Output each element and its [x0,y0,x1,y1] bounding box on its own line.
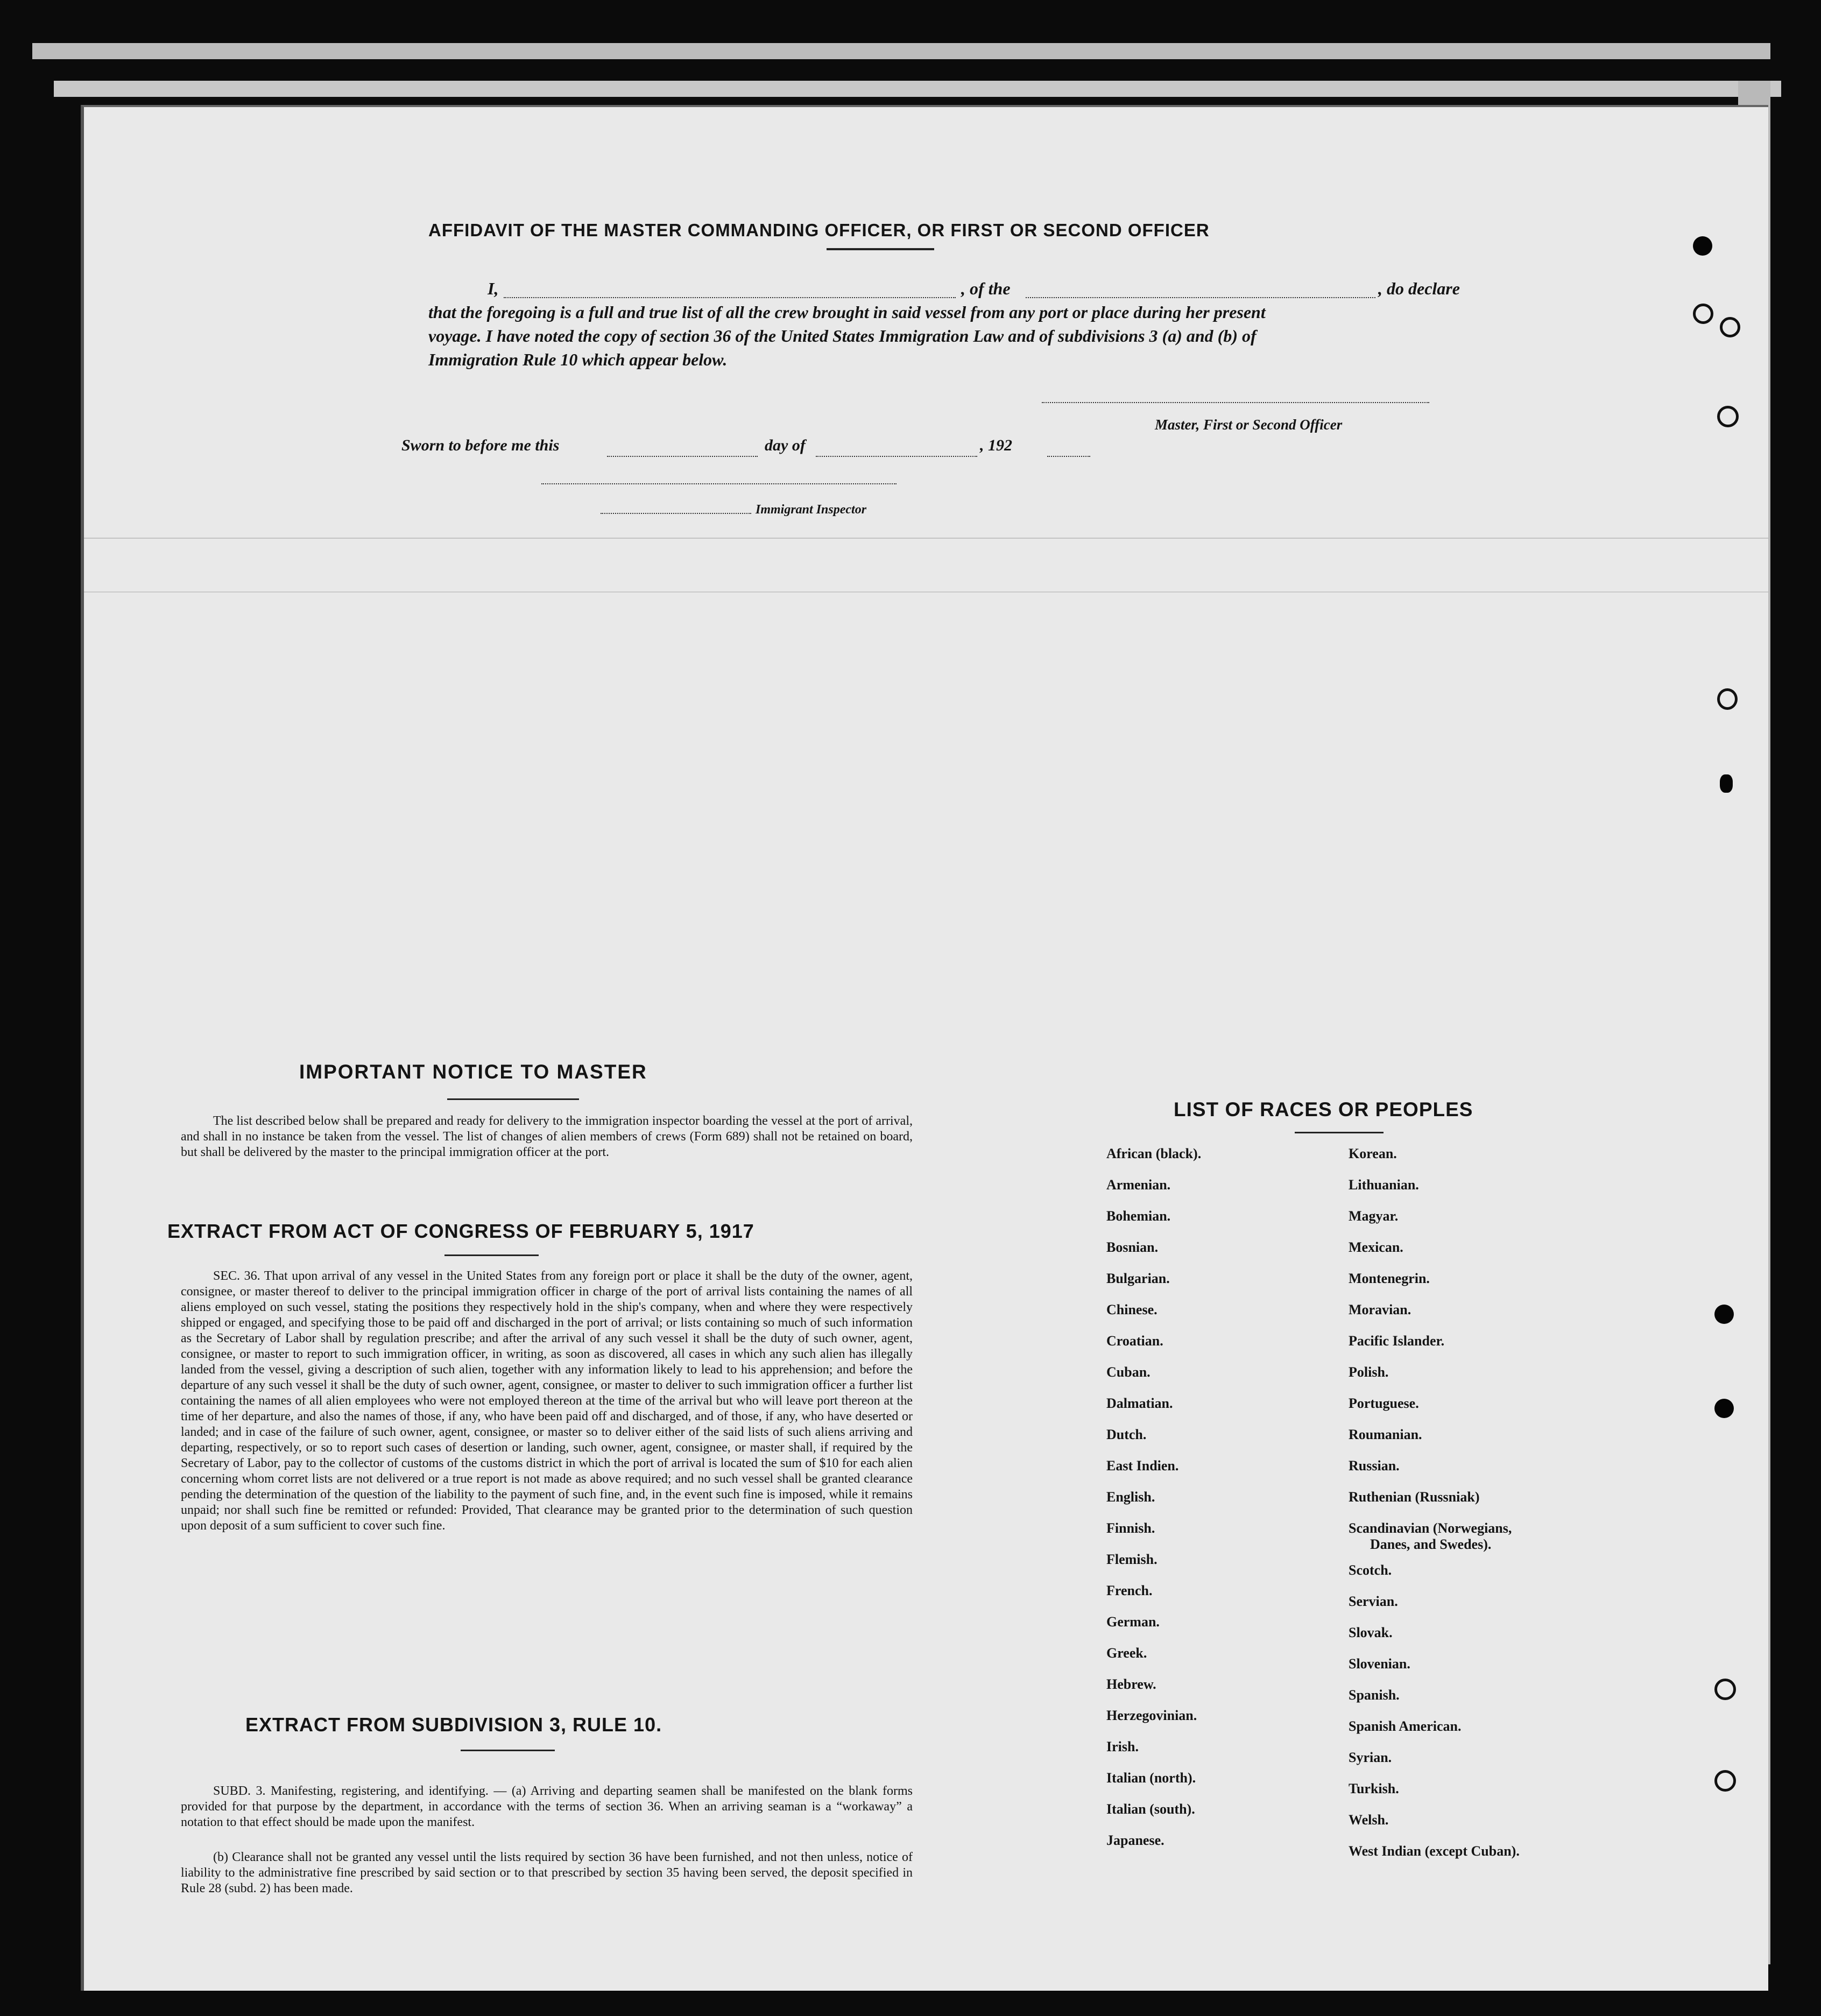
declaration-line-4: Immigration Rule 10 which appear below. [428,350,728,369]
races-heading: LIST OF RACES OR PEOPLES [1174,1098,1473,1120]
rule-heading: EXTRACT FROM SUBDIVISION 3, RULE 10. [245,1714,662,1736]
race-right: Slovenian. [1349,1656,1410,1672]
ghost-row [84,538,1768,558]
punch-hole [1714,1399,1734,1418]
races-underline [1295,1132,1384,1133]
rule-underline [461,1750,555,1751]
punch-hole [1714,1679,1736,1700]
sworn-label: Sworn to before me this [401,436,560,454]
race-right: Turkish. [1349,1781,1399,1796]
affidavit-declaration [342,277,1505,371]
race-left: Bohemian. [1106,1208,1171,1224]
race-right: Pacific Islander. [1349,1333,1445,1349]
manifest-page [81,105,1768,1991]
race-left: Herzegovinian. [1106,1708,1197,1723]
race-left: German. [1106,1614,1160,1630]
act-text: SEC. 36. That upon arrival of any vessel in the United States from any foreign port or place it shall be the duty of the owner, agent, consignee, or master thereof to deliver to the principal immigration officer in charge of the port of arrival lists containing the names of all aliens employed on such vessel, stating the positions they respectively hold in the ship's company, when and where they were respectively shipped or engaged, and specifying those to be paid off and discharged in the port of arrival; or lists containing so much of such information as the Secretary of Labor shall by regulation prescribe; and after the arrival of any such vessel it shall be the duty of such owner, agent, consignee, or master to report to such immigration officer, in writing, as soon as discovered, all cases in which any such alien has illegally landed from the vessel, giving a description of such alien, together with any information likely to lead to his apprehension; and before the departure of any such vessel it shall be the duty of such owner, agent, consignee, or master to deliver to such immigration officer a further list containing the names of all alien employees who were not employed thereon at the time of the arrival but who will leave port thereon at the time of her departure, and also the names of those, if any, who have been paid off and discharged, and of those, if any, who have deserted or landed; and in case of the failure of such owner, agent, consignee, or master so to deliver either of the said lists of such aliens arriving and departing, respectively, or so to report such cases of desertion or landing, such owner, agent, consignee, or master shall, if required by the Secretary of Labor, pay to the collector of customs of the customs district in which the port of arrival is located the sum of $10 for each alien concerning whom corret lists are not delivered or a true report is not made as above required; and no such vessel shall be granted clearance pending the determination of the question of the liability to the payment of such fine, and, in the event such fine is imposed, while it remains unpaid; nor shall such fine be remitted or refunded: Provided, That clearance may be granted prior to the determination of such question upon deposit of a sum sufficient to cover such fine. [181,1269,913,1533]
races-left-column [1106,1146,1332,1953]
race-right: Montenegrin. [1349,1271,1430,1286]
notice-text: The list described below shall be prepared and ready for delivery to the immigration inspector boarding the vessel at the port of arrival, and shall in no instance be taken from the vessel. The list of changes of alien members of crews (Form 689) shall not be retained on board, but shall be delivered by the master to the principal immigration officer at the port. [181,1114,913,1159]
race-left: Croatian. [1106,1333,1163,1349]
declaration-line-2: that the foregoing is a full and true list of all the crew brought in said vessel from any port or place during her present [428,302,1266,322]
punch-hole [1693,304,1713,324]
declarant-name-field[interactable] [504,281,956,298]
notice-underline [447,1098,579,1100]
race-right: Syrian. [1349,1750,1392,1765]
sworn-statement [401,436,1209,460]
race-right: Roumanian. [1349,1427,1422,1442]
race-left: Flemish. [1106,1552,1157,1567]
inspector-label: Immigrant Inspector [756,503,867,517]
race-right: Scandinavian (Norwegians, [1349,1520,1512,1536]
sworn-month-field[interactable] [816,441,977,457]
race-right: Korean. [1349,1146,1397,1161]
vessel-name-field[interactable] [1026,281,1375,298]
race-right: Portuguese. [1349,1395,1419,1411]
race-left: Cuban. [1106,1364,1151,1380]
race-right: Polish. [1349,1364,1389,1380]
races-right-column [1349,1146,1639,1953]
sworn-year: , 192 [980,436,1012,454]
race-left: Greek. [1106,1645,1147,1661]
vessel-prefix: , of the [961,279,1011,298]
sheet-edge-middle [54,81,1781,97]
race-right: Lithuanian. [1349,1177,1419,1193]
race-left: Japanese. [1106,1832,1164,1848]
race-left: Dutch. [1106,1427,1147,1442]
rule-para-b: (b) Clearance shall not be granted any vessel until the lists required by section 36 have been furnished, and not then unless, notice of liability to the administrative fine prescribed by said section or to that prescribed by section 35 having been served, the deposit specified in Rule 28 (subd. 2) has been made. [181,1850,913,1895]
punch-hole [1714,1770,1736,1792]
race-left: Italian (south). [1106,1801,1195,1817]
race-left: French. [1106,1583,1153,1598]
punch-hole [1693,236,1712,256]
punch-hole [1717,406,1739,427]
race-right: Welsh. [1349,1812,1389,1828]
notice-heading: IMPORTANT NOTICE TO MASTER [299,1061,647,1083]
affidavit-title: AFFIDAVIT OF THE MASTER COMMANDING OFFICER, OR FIRST OR SECOND OFFICER [428,220,1210,240]
race-right: Spanish. [1349,1687,1400,1703]
race-left: Chinese. [1106,1302,1157,1317]
act-underline [444,1254,539,1256]
sheet-edge-back [32,43,1770,59]
race-right: Magyar. [1349,1208,1399,1224]
declaration-line-3: voyage. I have noted the copy of section 36 of the United States Immigration Law and of subdivisions 3 (a) and (b) of [428,326,1257,346]
race-right: Slovak. [1349,1625,1393,1640]
sworn-year-field[interactable] [1047,441,1090,457]
race-right: Spanish American. [1349,1718,1462,1734]
race-right: Moravian. [1349,1302,1411,1317]
declaration-line-1 [342,277,1505,300]
sworn-day-of: day of [765,436,806,454]
race-left: Bulgarian. [1106,1271,1170,1286]
race-right: Servian. [1349,1594,1398,1609]
officer-signature-field[interactable] [1042,391,1429,403]
race-left: English. [1106,1489,1155,1505]
declarant-prefix: I, [488,279,499,298]
punch-hole [1720,774,1733,793]
punch-hole [1717,688,1738,710]
punch-hole [1720,317,1740,337]
ghost-row [84,591,1768,612]
race-right: Russian. [1349,1458,1400,1474]
race-left: Bosnian. [1106,1239,1159,1255]
race-right: West Indian (except Cuban). [1349,1843,1520,1859]
race-right: Ruthenian (Russniak) [1349,1489,1480,1505]
declare-suffix: , do declare [1378,279,1460,298]
race-right: Mexican. [1349,1239,1403,1255]
sworn-day-field[interactable] [607,441,758,457]
race-left: East Indien. [1106,1458,1179,1474]
race-right: Danes, and Swedes). [1370,1536,1492,1552]
race-right: Scotch. [1349,1562,1392,1578]
race-left: Armenian. [1106,1177,1171,1193]
race-left: Irish. [1106,1739,1139,1754]
race-left: African (black). [1106,1146,1202,1161]
race-left: Italian (north). [1106,1770,1196,1786]
inspector-line-1[interactable] [541,476,897,484]
race-left: Finnish. [1106,1520,1155,1536]
affidavit-underline [827,248,934,250]
punch-hole [1714,1305,1734,1324]
officer-signature-label: Master, First or Second Officer [1155,417,1343,433]
race-left: Dalmatian. [1106,1395,1173,1411]
act-heading: EXTRACT FROM ACT OF CONGRESS OF FEBRUARY 5, 1917 [167,1220,754,1242]
rule-para-a: SUBD. 3. Manifesting, registering, and identifying. — (a) Arriving and departing seamen shall be manifested on the blank forms provided for that purpose by the department, in accordance with the terms of section 36. When an arriving seaman is a “workaway” a notation to that effect should be made upon the manifest. [181,1784,913,1829]
race-left: Hebrew. [1106,1676,1156,1692]
inspector-line-2[interactable] [601,505,751,514]
